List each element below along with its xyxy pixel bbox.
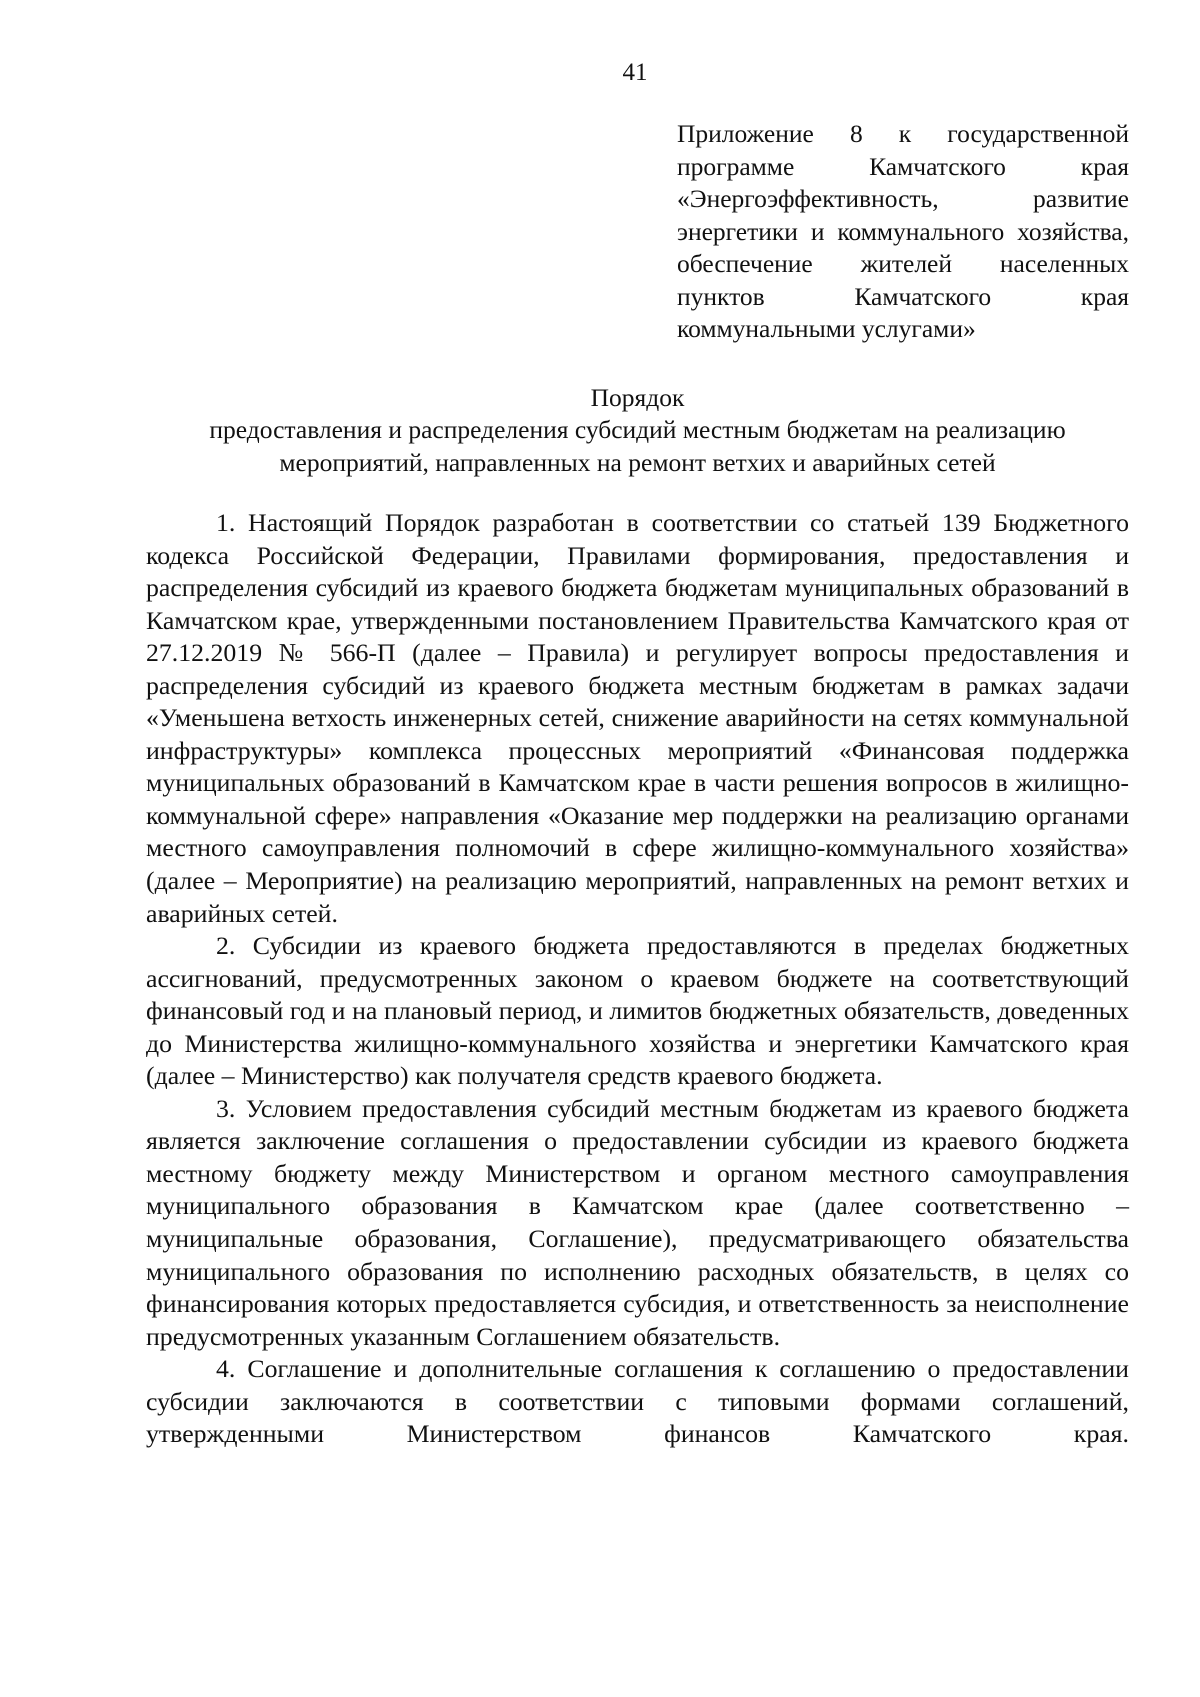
document-subtitle <box>146 414 1129 479</box>
subtitle-line: предоставления и распределения субсидий местным бюджетам на реализацию <box>209 415 1066 444</box>
page-number: 41 <box>622 59 648 86</box>
subtitle-line: мероприятий, направленных на ремонт ветхих и аварийных сетей <box>279 447 996 477</box>
appendix-reference: Приложение 8 к государственной программе Камчатского края «Энергоэффективность, развитие энергетики и коммунального хозяйства, обеспечение жителей населенных пунктов Камчатского края коммунальными услугами» <box>677 119 1129 343</box>
paragraph-3: 3. Условием предоставления субсидий местным бюджетам из краевого бюджета является заключение соглашения о предоставлении субсидии из краевого бюджета местному бюджету между Министерством и органом местного самоуправления муниципального образования в Камчатском крае (далее соответственно – муниципальные образования, Соглашение), предусматривающего обязательства муниципального образования по исполнению расходных обязательств, в целях со финансирования которых предоставляется субсидия, и ответственность за неисполнение предусмотренных указанным Соглашением обязательств. <box>146 1093 1129 1351</box>
document-body <box>146 507 1129 1451</box>
document-title: Порядок <box>590 383 685 412</box>
paragraph-4: 4. Соглашение и дополнительные соглашения к соглашению о предоставлении субсидии заключаются в соответствии с типовыми формами соглашений, утвержденными Министерством финансов Камчатского края. <box>146 1354 1129 1449</box>
paragraph-1: 1. Настоящий Порядок разработан в соответствии со статьей 139 Бюджетного кодекса Российской Федерации, Правилами формирования, предоставления и распределения субсидий из краевого бюджета бюджетам муниципальных образований в Камчатском крае, утвержденными постановлением Правительства Камчатского края от 27.12.2019 № 566-П (далее – Правила) и регулирует вопросы предоставления и распределения субсидий из краевого бюджета местным бюджетам в рамках задачи «Уменьшена ветхость инженерных сетей, снижение аварийности на сетях коммунальной инфраструктуры» комплекса процессных мероприятий «Финансовая поддержка муниципальных образований в Камчатском крае в части решения вопросов в жилищно-коммунальной сфере» направления «Оказание мер поддержки на реализацию органами местного самоуправления полномочий в сфере жилищно-коммунального хозяйства» (далее – Мероприятие) на реализацию мероприятий, направленных на ремонт ветхих и аварийных сетей. <box>146 508 1129 928</box>
paragraph-2: 2. Субсидии из краевого бюджета предоставляются в пределах бюджетных ассигнований, предусмотренных законом о краевом бюджете на соответствующий финансовый год и на плановый период, и лимитов бюджетных обязательств, доведенных до Министерства жилищно-коммунального хозяйства и энергетики Камчатского края (далее – Министерство) как получателя средств краевого бюджета. <box>146 931 1129 1091</box>
